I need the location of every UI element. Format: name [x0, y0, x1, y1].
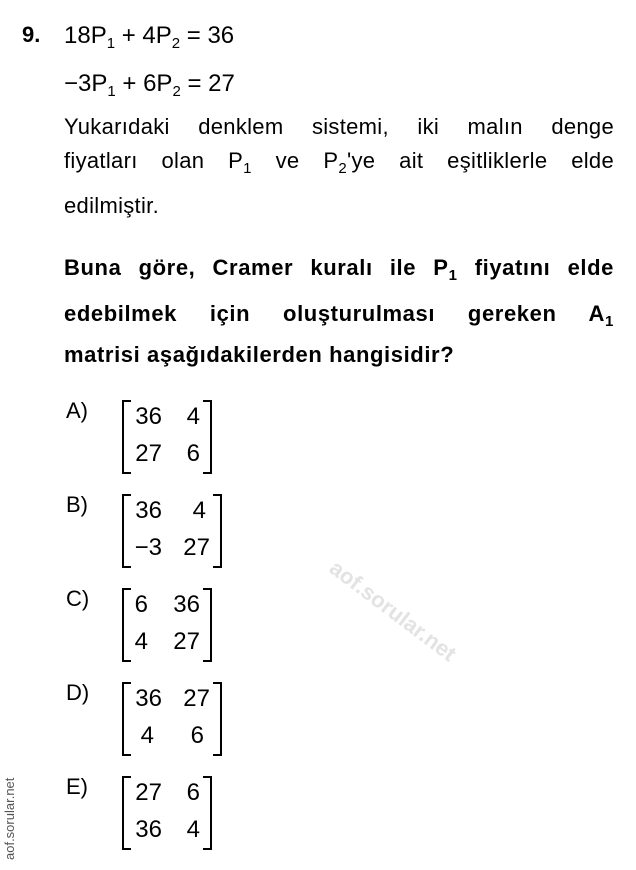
option-e-label[interactable]: E) — [66, 774, 88, 799]
matrix-cell: 36 — [135, 816, 162, 843]
matrix-cell: 6 — [186, 779, 200, 806]
matrix-cell: 4 — [192, 497, 206, 524]
right-bracket — [203, 776, 212, 850]
right-bracket — [203, 400, 212, 474]
option-b-label[interactable]: B) — [66, 492, 88, 517]
matrix-cell: 27 — [183, 685, 210, 712]
matrix-cell: 6 — [186, 440, 200, 467]
description-line-1: Yukarıdaki denklem sistemi, iki malın denge — [64, 114, 614, 139]
matrix-cell: 4 — [140, 722, 154, 749]
matrix-cell: −3 — [134, 534, 162, 561]
matrix-cell: 27 — [183, 534, 210, 561]
prompt-line-2: edebilmek için oluşturulması gereken $A_1$ — [64, 301, 614, 330]
description-line-3: edilmiştir. — [64, 193, 159, 218]
matrix-cell: 6 — [134, 591, 148, 618]
option-e-matrix[interactable] — [122, 776, 212, 850]
matrix-cell: 36 — [173, 591, 200, 618]
matrix-cell: 27 — [135, 440, 162, 467]
side-watermark: aof.sorular.net — [2, 777, 17, 860]
question-number: 9. — [22, 22, 41, 47]
matrix-cell: 36 — [135, 685, 162, 712]
option-d-matrix[interactable] — [122, 682, 222, 756]
equation-2: $-3P_1 + 6P_2 = 27$ — [64, 70, 235, 100]
matrix-cell: 27 — [135, 779, 162, 806]
prompt-line-1: Buna göre, Cramer kuralı ile $P_1$ fiyatını elde — [64, 255, 614, 284]
option-d-label[interactable]: D) — [66, 680, 90, 705]
prompt-line-3: matrisi aşağıdakilerden hangisidir? — [64, 342, 455, 367]
option-c-label[interactable]: C) — [66, 586, 90, 611]
matrix-cell: 27 — [173, 628, 200, 655]
right-bracket — [203, 588, 212, 662]
matrix-cell: 6 — [190, 722, 204, 749]
equation-1: $18P_1 + 4P_2 = 36$ — [64, 22, 235, 52]
left-bracket — [122, 776, 131, 850]
left-bracket — [122, 494, 131, 568]
matrix-cell: 36 — [135, 497, 162, 524]
option-a-label[interactable]: A) — [66, 398, 88, 423]
option-b-matrix[interactable] — [122, 494, 222, 568]
left-bracket — [122, 682, 131, 756]
right-bracket — [213, 682, 222, 756]
watermark: aof.sorular.net — [324, 555, 462, 667]
matrix-cell: 4 — [186, 403, 200, 430]
left-bracket — [122, 400, 131, 474]
option-a-matrix[interactable] — [122, 400, 212, 474]
option-c-matrix[interactable] — [122, 588, 212, 662]
matrix-cell: 4 — [186, 816, 200, 843]
right-bracket — [213, 494, 222, 568]
matrix-cell: 36 — [135, 403, 162, 430]
matrix-cell: 4 — [134, 628, 148, 655]
description-line-2: fiyatları olan $P_1$ ve $P_2'ye$ ait eşitliklerle elde — [64, 148, 615, 177]
left-bracket — [122, 588, 131, 662]
